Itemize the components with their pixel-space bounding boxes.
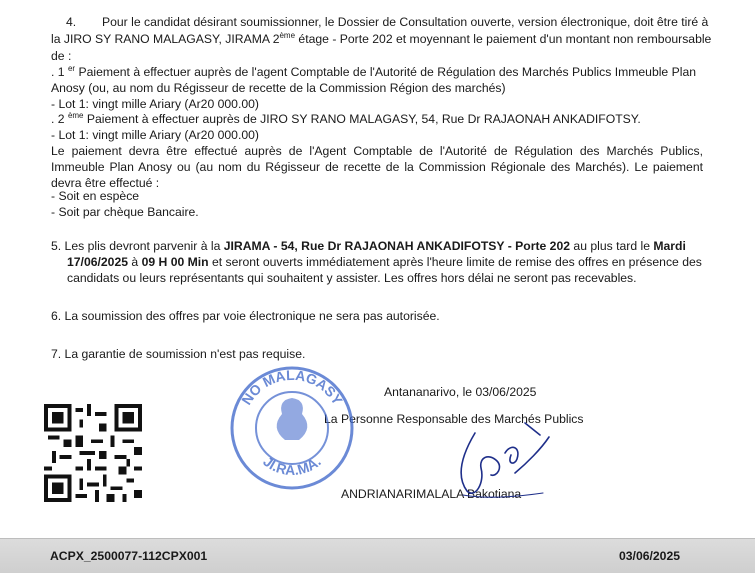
item5-line1: 5. Les plis devront parvenir à la JIRAMA - 54, Rue Dr RAJAONAH ANKADIFOTSY - Porte 202 au plus tard le Mardi [51, 239, 686, 253]
official-seal-stamp [222, 362, 362, 492]
item4-line1: Pour le candidat désirant soumissionner, le Dossier de Consultation ouverte, version électronique, doit être tiré à [102, 15, 709, 29]
payment-paragraph: Le paiement devra être effectué auprès de l'Agent Comptable de l'Autorité de Régulation des Marchés Publics, Immeuble Plan Anosy ou (au nom du Régisseur de recette de la Commission Régionale des Marchés). Le paiement devra être effectué : [51, 144, 703, 190]
payment-2: . 2 $^{ème}$ Paiement à effectuer auprès de JIRO SY RANO MALAGASY, 54, Rue Dr RAJAONAH ANKADIFOTSY. [51, 111, 641, 126]
document-footer [0, 538, 755, 573]
item5-line2: 17/06/2025 à 09 H 00 Min et seront ouverts immédiatement après l'heure limite de remise des offres en présence des [67, 255, 702, 269]
svg-text:NO MALAGASY: NO MALAGASY [238, 366, 346, 408]
payment-1-line2: Anosy (ou, au nom du Régisseur de recette de la Commission Région des marchés) [51, 81, 506, 95]
footer-reference: ACPX_2500077-112CPX001 [50, 549, 208, 563]
place-date: Antananarivo, le 03/06/2025 [384, 385, 537, 399]
signatory-name: ANDRIANARIMALALA Bakotiana [341, 487, 522, 501]
payment-1: . 1 $^{er}$ Paiement à effectuer auprès de l'agent Comptable de l'Autorité de Régulation des Marchés Publics Immeuble Plan [51, 64, 696, 79]
item4-line2: la JIRO SY RANO MALAGASY, JIRAMA 2ème étage - Porte 202 et moyennant le paiement d'un montant non remboursable [51, 31, 712, 46]
qr-code [44, 404, 142, 502]
handwritten-signature [445, 413, 560, 503]
lot-1-amount-b: - Lot 1: vingt mille Ariary (Ar20 000.00) [51, 128, 259, 142]
item4-number: 4. [66, 15, 77, 29]
footer-date: 03/06/2025 [619, 549, 680, 563]
signatory-role: La Personne Responsable des Marchés Publics [324, 412, 584, 426]
item7: 7. La garantie de soumission n'est pas requise. [51, 347, 306, 361]
item6: 6. La soumission des offres par voie électronique ne sera pas autorisée. [51, 309, 440, 323]
payment-option-cash: - Soit en espèce [51, 189, 140, 203]
lot-1-amount-a: - Lot 1: vingt mille Ariary (Ar20 000.00) [51, 97, 259, 111]
item4-line3: de : [51, 49, 72, 63]
svg-text:JI.RA.MA.: JI.RA.MA. [260, 453, 324, 479]
payment-option-cheque: - Soit par chèque Bancaire. [51, 205, 199, 219]
item5-line3: candidats ou leurs représentants qui souhaitent y assister. Les offres hors délai ne seront pas recevables. [67, 271, 637, 285]
